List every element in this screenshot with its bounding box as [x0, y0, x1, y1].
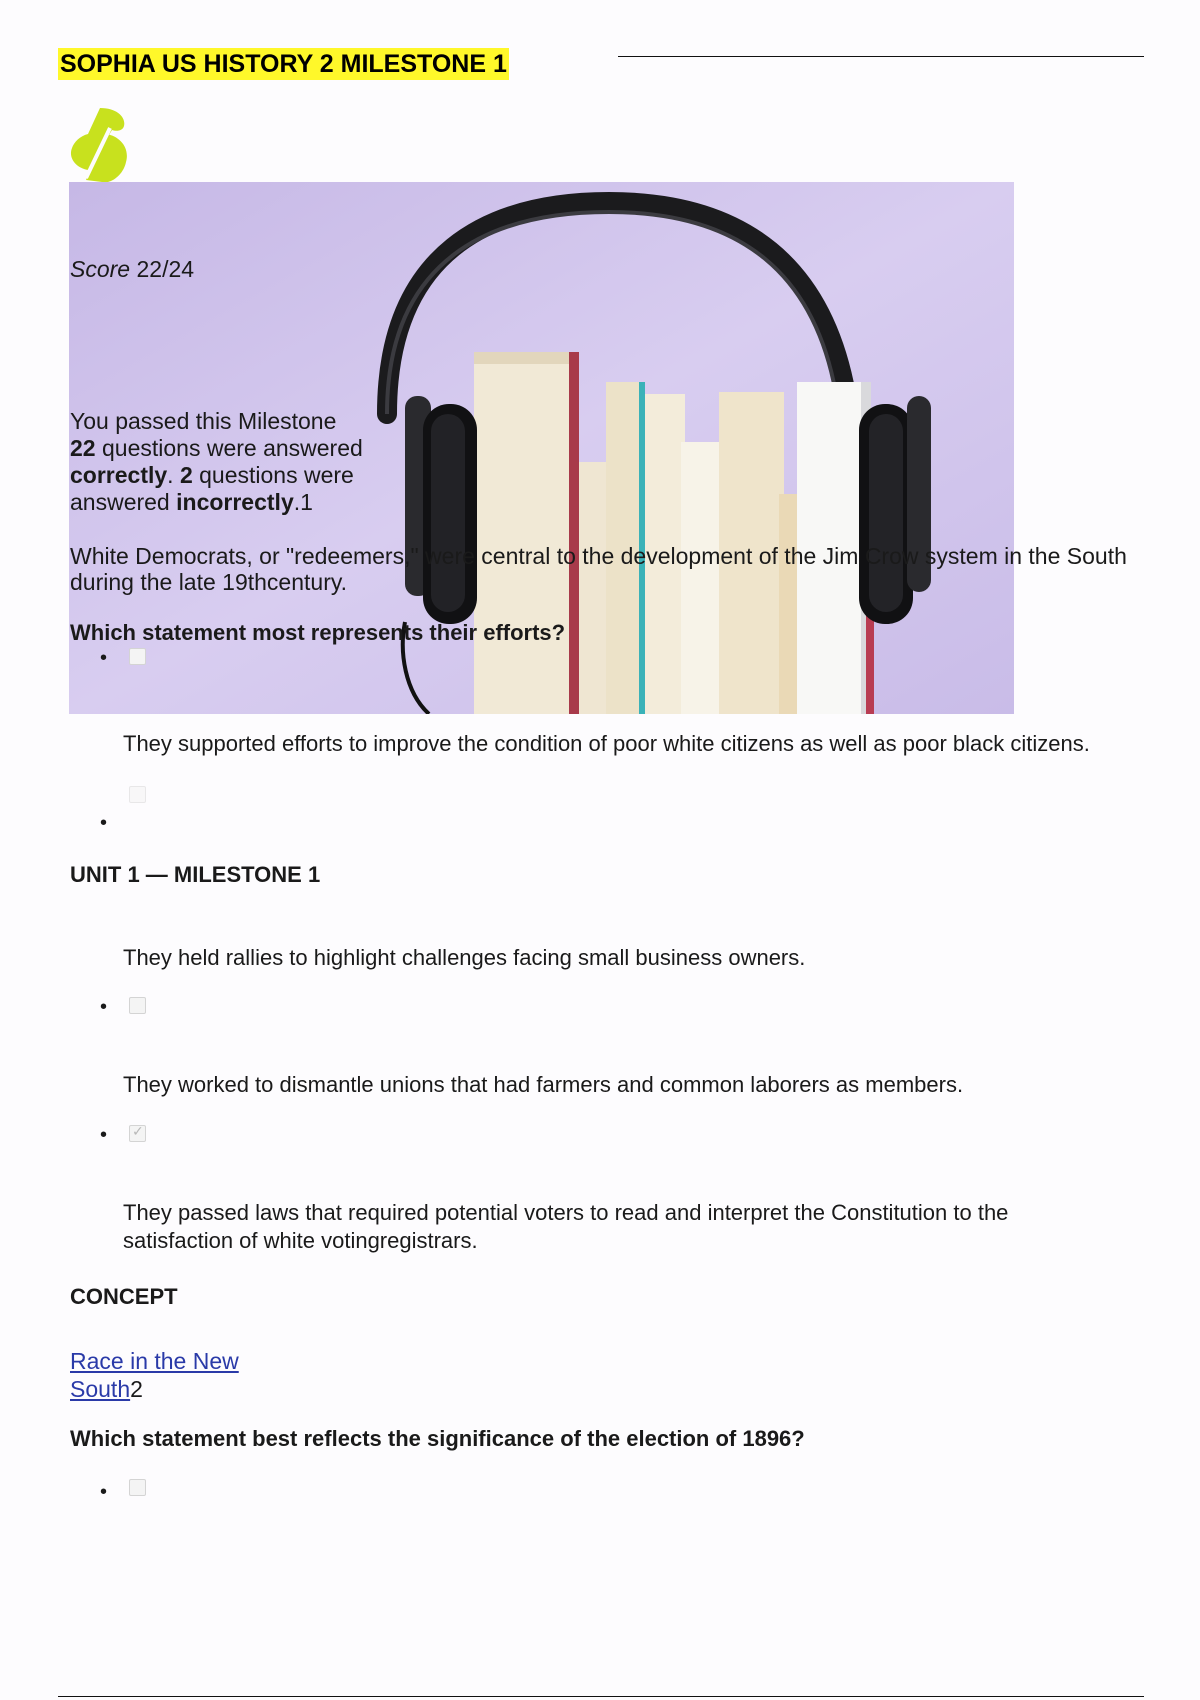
correct-word: correctly — [70, 462, 168, 488]
correct-count: 22 — [70, 435, 96, 461]
passed-text: You passed this Milestone — [70, 408, 337, 434]
score-value: 22/24 — [136, 256, 195, 282]
incorrect-word: incorrectly — [176, 489, 294, 515]
concept-link[interactable]: Race in the New South — [70, 1348, 239, 1402]
incorrect-mid: questions were answered — [70, 462, 354, 515]
result-summary — [70, 408, 410, 516]
checkbox-checked-icon[interactable] — [129, 1125, 146, 1142]
concept-heading: CONCEPT — [70, 1284, 178, 1309]
bullet-dot-icon: • — [100, 996, 108, 1018]
question-1-option-4: They passed laws that required potential voters to read and interpret the Constitution to the satisfaction of white votingregistrars. — [123, 1200, 1009, 1253]
question-2-prompt: Which statement best reflects the significance of the election of 1896? — [70, 1426, 805, 1451]
question-1-intro: White Democrats, or "redeemers," were central to the development of the Jim Crow system in the South during the late 19thcentury. — [70, 543, 1127, 595]
question-1-prompt: Which statement most represents their efforts? — [70, 620, 566, 645]
checkbox-icon[interactable] — [129, 1479, 146, 1496]
incorrect-count: 2 — [179, 462, 193, 488]
result-detail — [70, 435, 410, 516]
checkbox-icon[interactable] — [129, 786, 146, 803]
score-label: Score — [70, 256, 131, 282]
incorrect-prefix: . — [167, 462, 180, 488]
bullet-dot-icon: • — [100, 812, 108, 834]
bullet-dot-icon: • — [100, 1481, 108, 1503]
header-rule — [618, 56, 1144, 57]
question-1-option-2: They held rallies to highlight challenges facing small business owners. — [123, 945, 806, 970]
correct-mid: questions were answered — [95, 435, 363, 461]
concept-link-block — [70, 1347, 310, 1403]
sophia-logo-icon — [66, 104, 136, 186]
document-header — [58, 48, 1144, 80]
score-line — [70, 256, 194, 283]
document-title: SOPHIA US HISTORY 2 MILESTONE 1 — [60, 50, 507, 78]
bullet-dot-icon: • — [100, 647, 108, 669]
question-1-option-1: They supported efforts to improve the condition of poor white citizens as well as poor black citizens. — [123, 731, 1090, 756]
result-suffix: .1 — [293, 489, 313, 515]
question-1-option-3: They worked to dismantle unions that had farmers and common laborers as members. — [123, 1072, 964, 1097]
footer-rule — [58, 1696, 1144, 1697]
checkbox-icon[interactable] — [129, 648, 146, 665]
unit-heading: UNIT 1 — MILESTONE 1 — [70, 862, 321, 887]
checkbox-icon[interactable] — [129, 997, 146, 1014]
bullet-dot-icon: • — [100, 1124, 108, 1146]
concept-suffix: 2 — [130, 1376, 143, 1402]
